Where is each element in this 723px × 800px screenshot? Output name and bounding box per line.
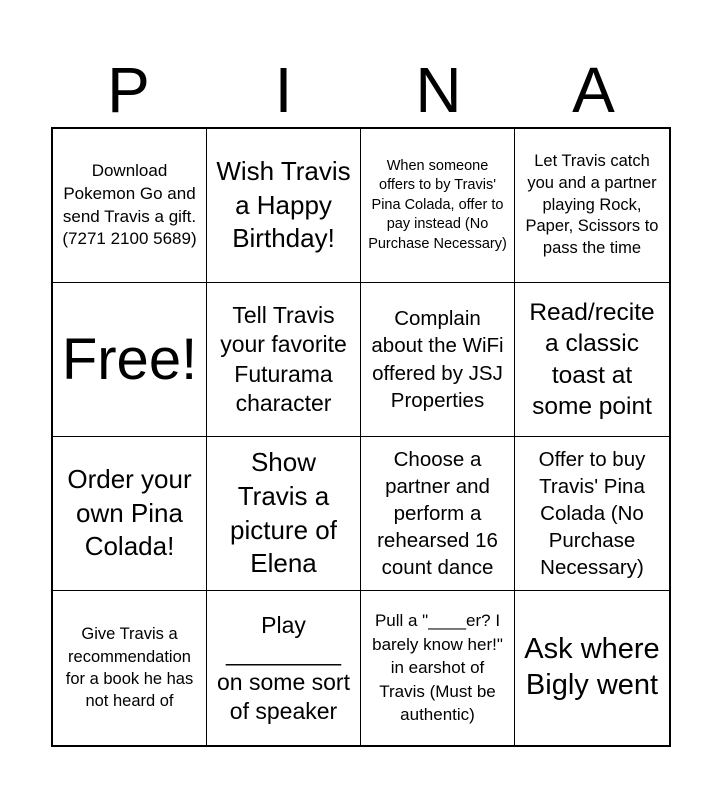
bingo-cell-r1c2[interactable] — [207, 129, 361, 283]
bingo-cell-text: Ask where Bigly went — [524, 633, 660, 701]
bingo-cell-r3c4[interactable] — [515, 437, 669, 591]
bingo-cell-r4c1[interactable] — [53, 591, 207, 745]
bingo-cell-text: Let Travis catch you and a partner playing Rock, Paper, Scissors to pass the time — [525, 152, 659, 258]
bingo-cell-text: Complain about the WiFi offered by JSJ Properties — [371, 307, 504, 412]
bingo-cell-r3c2[interactable] — [207, 437, 361, 591]
bingo-cell-r2c4[interactable] — [515, 283, 669, 437]
bingo-cell-r1c4[interactable] — [515, 129, 669, 283]
bingo-cell-text: Choose a partner and perform a rehearsed 16 count dance — [377, 447, 498, 580]
bingo-cell-r3c1[interactable] — [53, 437, 207, 591]
bingo-cell-text: Free! — [61, 326, 198, 392]
header-letter-i: I — [274, 54, 293, 126]
header-letter-n: N — [415, 54, 462, 126]
bingo-cell-r2c2[interactable] — [207, 283, 361, 437]
bingo-cell-r4c4[interactable] — [515, 591, 669, 745]
bingo-cell-text: Tell Travis your favorite Futurama character — [220, 302, 347, 416]
header-letter-a: A — [572, 54, 615, 126]
bingo-cell-text: When someone offers to by Travis' Pina Colada, offer to pay instead (No Purchase Necessary) — [368, 157, 507, 252]
bingo-header — [51, 52, 671, 128]
bingo-cell-r4c3[interactable] — [361, 591, 515, 745]
bingo-cell-text: Play _________ on some sort of speaker — [217, 611, 350, 724]
bingo-cell-text: Wish Travis a Happy Birthday! — [216, 155, 351, 254]
bingo-cell-r2c3[interactable] — [361, 283, 515, 437]
bingo-cell-text: Pull a "____er? I barely know her!" in earshot of Travis (Must be authentic) — [372, 611, 503, 725]
bingo-cell-text: Give Travis a recommendation for a book he has not heard of — [65, 625, 194, 711]
bingo-cell-r1c3[interactable] — [361, 129, 515, 283]
bingo-cell-text: Show Travis a picture of Elena — [230, 446, 337, 579]
bingo-cell-r4c2[interactable] — [207, 591, 361, 745]
bingo-cell-r1c1[interactable] — [53, 129, 207, 283]
bingo-cell-r2c1[interactable] — [53, 283, 207, 437]
bingo-cell-text: Download Pokemon Go and send Travis a gift. (7271 2100 5689) — [62, 160, 197, 249]
bingo-cell-r3c3[interactable] — [361, 437, 515, 591]
bingo-cell-text: Offer to buy Travis' Pina Colada (No Purchase Necessary) — [538, 447, 646, 580]
bingo-cell-text: Order your own Pina Colada! — [67, 463, 192, 562]
bingo-cell-text: Read/recite a classic toast at some point — [529, 298, 655, 420]
bingo-card-grid — [51, 127, 671, 747]
header-letter-p: P — [107, 54, 150, 126]
